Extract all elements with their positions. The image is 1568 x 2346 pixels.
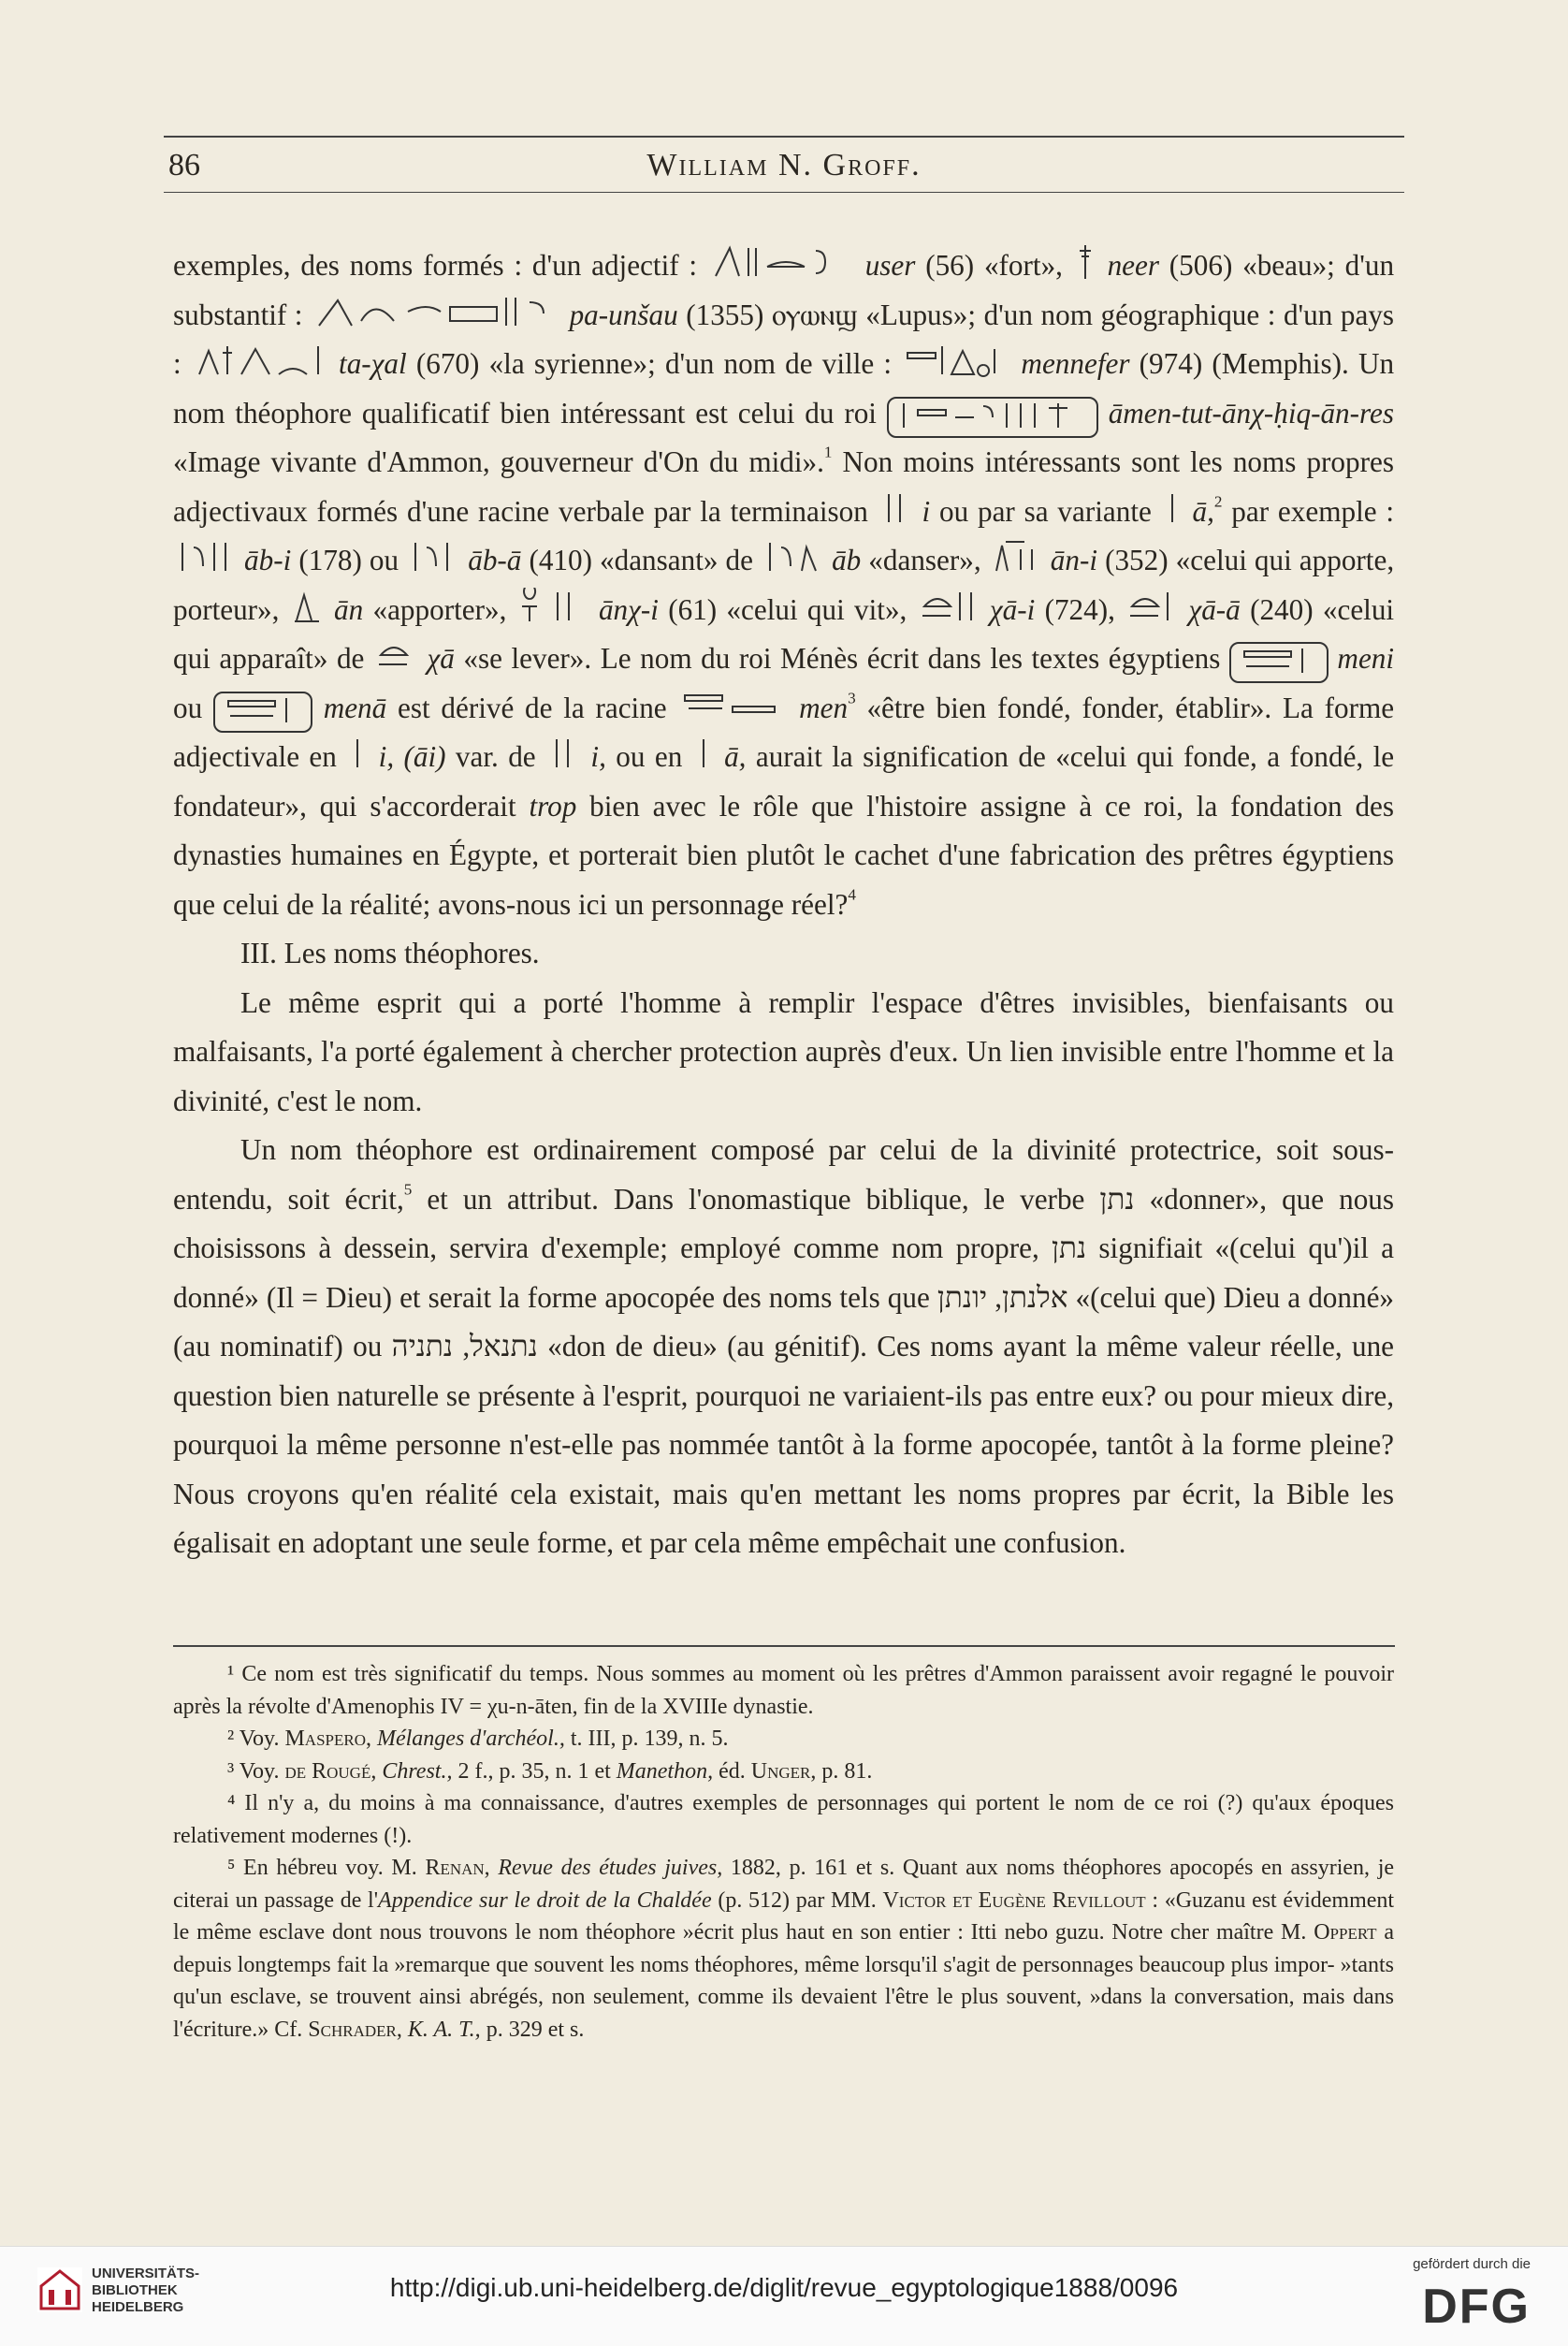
hieroglyph-aba-icon xyxy=(410,538,457,576)
paragraph-1: exemples, des noms formés : d'un adjectif : user (56) «fort», neer (506) «beau»; d'un substantif : pa-unšau (1355) ⲟⲩⲱⲛϣ «Lupus»; d'un nom géographique : d'un pays : ta-χal (670) «la syrienne»; d'un nom de ville : mennefer (974) (Memphis). Un nom théophore qualificatif bien intéressant est celui du roi āmen-tut-ānχ-ḥiq-ān-res «Image vivante d'Ammon, gouverneur d'On du midi».$^1$ Non moins intéressants sont les noms propres adjectivaux formés d'une racine verbale par la terminaison i ou par sa variante ā,$^2$ par exemple : āb-i (178) ou āb-ā (410) «dansant» de āb «danser», ān-i (352) «celui qui apporte, porteur», ān «apporter», ānχ-i (61) «celui qui vit», χā-i (724), χā-ā (240) «celui qui apparaît» de χā «se lever». Le nom du roi Ménès écrit dans les textes égyptiens meni ou menā est dérivé de la racine men$^3$ «être bien fondé, fonder, établir». La forme adjectivale en i, (āi) var. de i, ou en ā, aurait la signification de «celui qui fonde, a fondé, le fondateur», qui s'accorderait trop bien avec le rôle que l'histoire assigne à ce roi, la fondation des dynasties humaines en Égypte, et porterait bien plutôt le cachet d'une fabrication des prêtres égyptiens que celui de la réalité; avons-nous ici un personnage réel?$^4$ xyxy=(173,241,1394,929)
hieroglyph-double-reed-icon xyxy=(549,735,577,772)
hieroglyph-memphis-icon xyxy=(905,342,1008,379)
footnote-5: ⁵ En hébreu voy. M. Renan, Revue des études juives, 1882, p. 161 et s. Quant aux noms théophores apocopés en assyrien, je citerai un passage de l'Appendice sur le droit de la Chaldée (p. 512) par MM. Victor et Eugène Revillout : «Guzanu est évidemment le même esclave dont nous trouvons le nom théophore »écrit plus haut en son entier : Itti nebo guzu. Notre cher maître M. Oppert a depuis longtemps fait la »remarque que souvent les noms théophores, même lorsqu'il s'agit de personnages beaucoup plus impor- »tants qu'un esclave, se trouvent ainsi abrégés, non seulement, comme ils devaient l'être le plus souvent, »dans la conversation, mais dans l'écriture.» Cf. Schrader, K. A. T., p. 329 et s. xyxy=(173,1856,1395,2042)
hieroglyph-ani-icon xyxy=(993,538,1039,576)
header-rule-top xyxy=(164,136,1404,138)
hieroglyph-single-reed-icon xyxy=(696,735,711,772)
dfg-logo: DFG xyxy=(1422,2280,1531,2334)
footnote-2: ² Voy. Maspero, Mélanges d'archéol., t. III, p. 139, n. 5. xyxy=(227,1727,729,1751)
hieroglyph-men-icon xyxy=(681,686,784,723)
paragraph-3: Un nom théophore est ordinairement composé par celui de la divinité protectrice, soit sous-entendu, soit écrit,$^5$ et un attribut. Dans l'onomastique biblique, le verbe נתן «donner», que nous choisissons à dessein, servira d'exemple; employé comme nom propre, נתן signifiait «(celui qu')il a donné» (Il = Dieu) et serait la forme apocopée des noms tels que אלנתן, יונתן «(celui que) Dieu a donné» (au nominatif) ou נתנאל, נתניה «don de dieu» (au génitif). Ces noms ayant la même valeur réelle, une question bien naturelle se présente à l'esprit, pourquoi ne variaient-ils pas entre eux? ou pour mieux dire, pourquoi la même personne n'est-elle pas nommée tantôt à la forme apocopée, tantôt à la forme pleine? Nous croyons qu'en réalité cela existait, mais qu'en mettant les noms propres par écrit, la Bible les égalisait en adoptant une seule forme, et par cela même empêchait une confusion. xyxy=(173,1133,1395,1559)
header-rule-bottom xyxy=(164,192,1404,193)
main-text xyxy=(173,241,1394,1568)
footnote-rule xyxy=(173,1645,1395,1647)
hieroglyph-ankh-icon xyxy=(520,588,586,625)
hieroglyph-xai-icon xyxy=(921,588,977,625)
cartouche-meni xyxy=(1229,642,1328,683)
hieroglyph-reed-pair-icon xyxy=(881,489,909,527)
hieroglyph-neer-icon xyxy=(1077,243,1094,281)
cartouche-tutankhamun xyxy=(887,397,1098,438)
page-number: 86 xyxy=(168,148,200,182)
hieroglyph-user-icon xyxy=(711,243,851,281)
hieroglyph-wolf-icon xyxy=(314,293,558,330)
hieroglyph-abi-icon xyxy=(177,538,233,576)
running-head: William N. Groff. xyxy=(646,148,922,182)
source-url-link[interactable]: http://digi.ub.uni-heidelberg.de/diglit/revue_egyptologique1888/0096 xyxy=(389,2273,1179,2302)
hieroglyph-rise-icon xyxy=(377,636,414,674)
cartouche-mena xyxy=(213,692,312,733)
hieroglyph-an-icon xyxy=(293,588,321,625)
hieroglyph-syria-icon xyxy=(195,342,326,379)
hieroglyph-reed-icon xyxy=(1165,489,1180,527)
hieroglyph-dance-icon xyxy=(764,538,820,576)
footnotes xyxy=(173,1658,1394,2046)
footnote-3: ³ Voy. de Rougé, Chrest., 2 f., p. 35, n. 1 et Manethon, éd. Unger, p. 81. xyxy=(227,1758,873,1784)
hieroglyph-reed-small-icon xyxy=(350,735,365,772)
university-library-name: UNIVERSITÄTS- BIBLIOTHEK HEIDELBERG xyxy=(92,2266,200,2315)
funding-note: gefördert durch die xyxy=(1413,2256,1531,2272)
footnote-1: ¹ Ce nom est très significatif du temps. Nous sommes au moment où les prêtres d'Ammon paraissent avoir regagné le pouvoir après la révolte d'Amenophis IV = χu-n-āten, fin de la XVIIIe dynastie. xyxy=(173,1662,1394,1719)
section-heading: III. Les noms théophores. xyxy=(240,937,540,969)
paragraph-2: Le même esprit qui a porté l'homme à remplir l'espace d'êtres invisibles, bienfaisants ou malfaisants, l'a porté également à chercher protection auprès d'eux. Un lien invisible entre l'homme et la divinité, c'est le nom. xyxy=(173,985,1394,1117)
footnote-4: ⁴ Il n'y a, du moins à ma connaissance, d'autres exemples de personnages qui portent le nom de ce roi (?) qu'aux époques relativement modernes (!). xyxy=(173,1791,1394,1848)
hieroglyph-xaa-icon xyxy=(1128,588,1175,625)
viewer-footer xyxy=(0,2246,1568,2346)
